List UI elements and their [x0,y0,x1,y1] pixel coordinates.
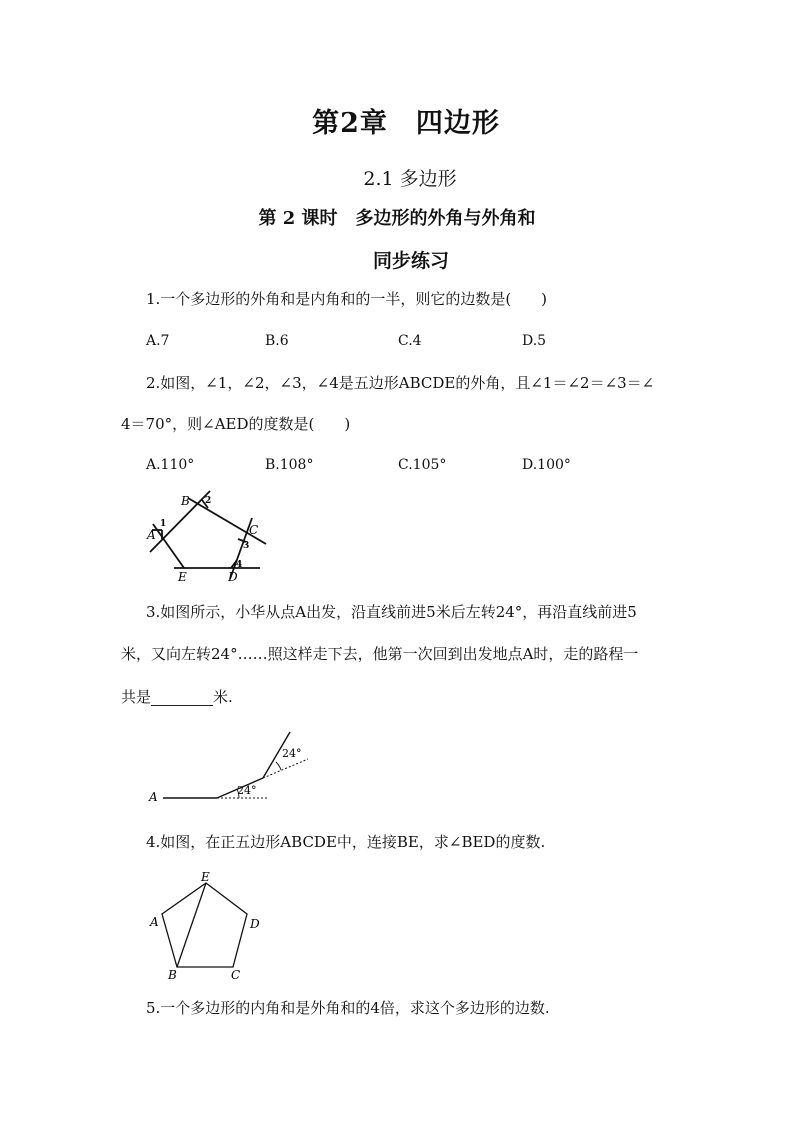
q2-option-d: D.100° [522,457,571,473]
angle-label-first-turn: 24° [237,784,257,797]
vertex-label-a: A [147,528,156,542]
practice-title: 同步练习 [372,250,449,272]
question-3-line-3 [121,688,233,706]
q2-option-c: C.105° [398,457,447,473]
question-3-line-1: 3.如图所示，小华从点A出发，沿直线前进5米后左转24°，再沿直线前进5 [146,603,637,621]
lesson-title: 第 2 课时 多边形的外角与外角和 [258,208,536,229]
vertex-label-d: D [228,570,238,584]
vertex-label-d: D [250,917,260,931]
vertex-label-e: E [201,870,210,884]
angle-label-4: 4 [236,560,243,570]
question-2-line-1: 2.如图，∠1，∠2，∠3，∠4是五边形ABCDE的外角，且∠1＝∠2＝∠3＝∠ [146,374,655,392]
q1-option-b: B.6 [265,333,289,349]
question-5-text: 5.一个多边形的内角和是外角和的4倍，求这个多边形的边数. [146,999,550,1017]
vertex-label-b: B [168,968,177,982]
pentagon-exterior-angles-figure [140,486,275,586]
vertex-label-b: B [181,494,190,508]
q1-option-c: C.4 [398,333,422,349]
start-point-label-a: A [149,790,158,804]
vertex-label-e: E [178,570,187,584]
question-3-tail-before: 共是 [121,688,152,706]
q1-option-a: A.7 [146,333,170,349]
answer-blank[interactable] [151,690,213,706]
question-3-line-2: 米，又向左转24°……照这样走下去，他第一次回到出发地点A时，走的路程一 [121,645,639,663]
regular-pentagon-figure [140,868,270,983]
angle-label-2: 2 [205,496,212,506]
question-2-line-2: 4＝70°，则∠AED的度数是( ) [121,415,351,433]
chapter-title: 第2章 四边形 [312,108,500,139]
walking-path-figure [145,728,315,806]
section-title: 2.1 多边形 [363,168,457,190]
vertex-label-c: C [249,523,259,537]
vertex-label-c: C [231,968,241,982]
angle-label-second-turn: 24° [282,747,302,760]
question-3-tail-after: 米. [213,688,233,706]
vertex-label-a: A [150,915,159,929]
q2-option-a: A.110° [146,457,195,473]
question-4-text: 4.如图，在正五边形ABCDE中，连接BE，求∠BED的度数. [146,833,546,851]
q1-option-d: D.5 [522,333,547,349]
angle-label-1: 1 [160,519,167,529]
question-1-text: 1.一个多边形的外角和是内角和的一半，则它的边数是( ) [146,290,548,308]
angle-label-3: 3 [243,541,250,551]
q2-option-b: B.108° [265,457,314,473]
